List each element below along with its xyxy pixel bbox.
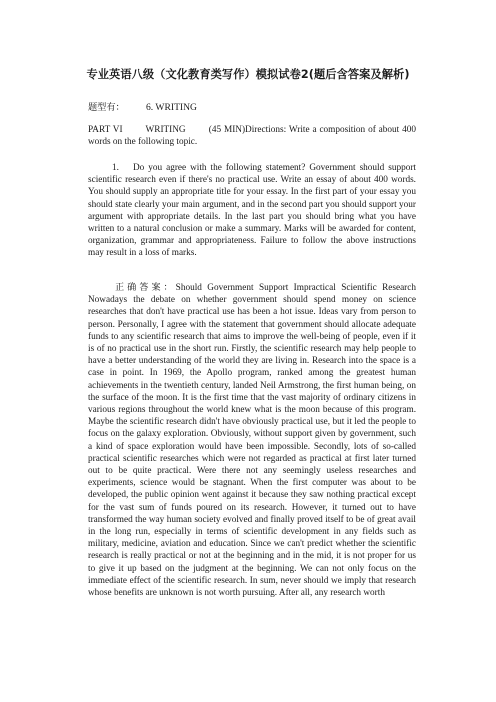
question-text: Do you agree with the following statement? Government should support scientific research even if there's no practical use. Write an essay of about 400 words. You should supply an appropriate title for your essay. In the first part of your essay you should state clearly your main argument, and in the second part you should support your argument with appropriate details. In the last part you should bring what you have written to a natural conclusion or make a summary. Marks will be awarded for content, organization, grammar and appropriateness. Failure to follow the above instructions may result in a loss of marks.: [88, 163, 416, 259]
question-block: [88, 162, 416, 260]
question-type-line: [88, 99, 197, 113]
directions-text: Directions: Write a composition of about 400 words on the following topic.: [88, 125, 416, 148]
section-heading: PART VI WRITING (45 MIN): [88, 125, 246, 135]
answer-block: [88, 282, 416, 599]
answer-label: 正确答案：: [112, 283, 176, 293]
section-directions: [88, 124, 416, 148]
question-type-label: 题型有：: [88, 102, 125, 113]
question-number: 1.: [112, 163, 119, 173]
document-title: 专业英语八级（文化教育类写作）模拟试卷2(题后含答案及解析): [86, 68, 410, 81]
answer-text: Should Government Support Impractical Scientific Research Nowadays the debate on whether government should spend money on science researches that don't have practical use has been a hot issue. Ideas vary from person to person. Personally, I agree with the statement that government should allocate adequate funds to any scientific research that aims to improve the well-being of people, even if it is of no practical use in the short run. Firstly, the scientific research may help people to have a better understanding of the world they are living in. Research into the space is a case in point. In 1969, the Apollo program, ranked among the greatest human achievements in the twentieth century, landed Neil Armstrong, the first human being, on the surface of the moon. It is the first time that the vast majority of ordinary citizens in various regions throughout the world knew what is the moon because of this program. Maybe the scientific research didn't have obviously practical use, but it led the people to focus on the galaxy exploration. Obviously, without support given by government, such a kind of space exploration would have been impossible. Secondly, lots of so-called practical scientific researches which were not regarded as practical at first later turned out to be quite practical. Were there not any seemingly useless researches and experiments, science would be stagnant. When the first computer was about to be developed, the public opinion went against it because they saw nothing practical except for the vast sum of funds poured on its research. However, it turned out to have transformed the way human society evolved and finally proved itself to be of great avail in the long run, especially in terms of scientific development in any fields such as military, medicine, aviation and education. Since we can't predict whether the scientific research is really practical or not at the beginning and in the mid, it is not proper for us to give it up based on the judgment at the beginning. We can not only focus on the immediate effect of the scientific research. In sum, never should we imply that research whose benefits are unknown is not worth pursuing. After all, any research worth: [88, 283, 416, 599]
question-type-value: 6. WRITING: [146, 102, 197, 113]
